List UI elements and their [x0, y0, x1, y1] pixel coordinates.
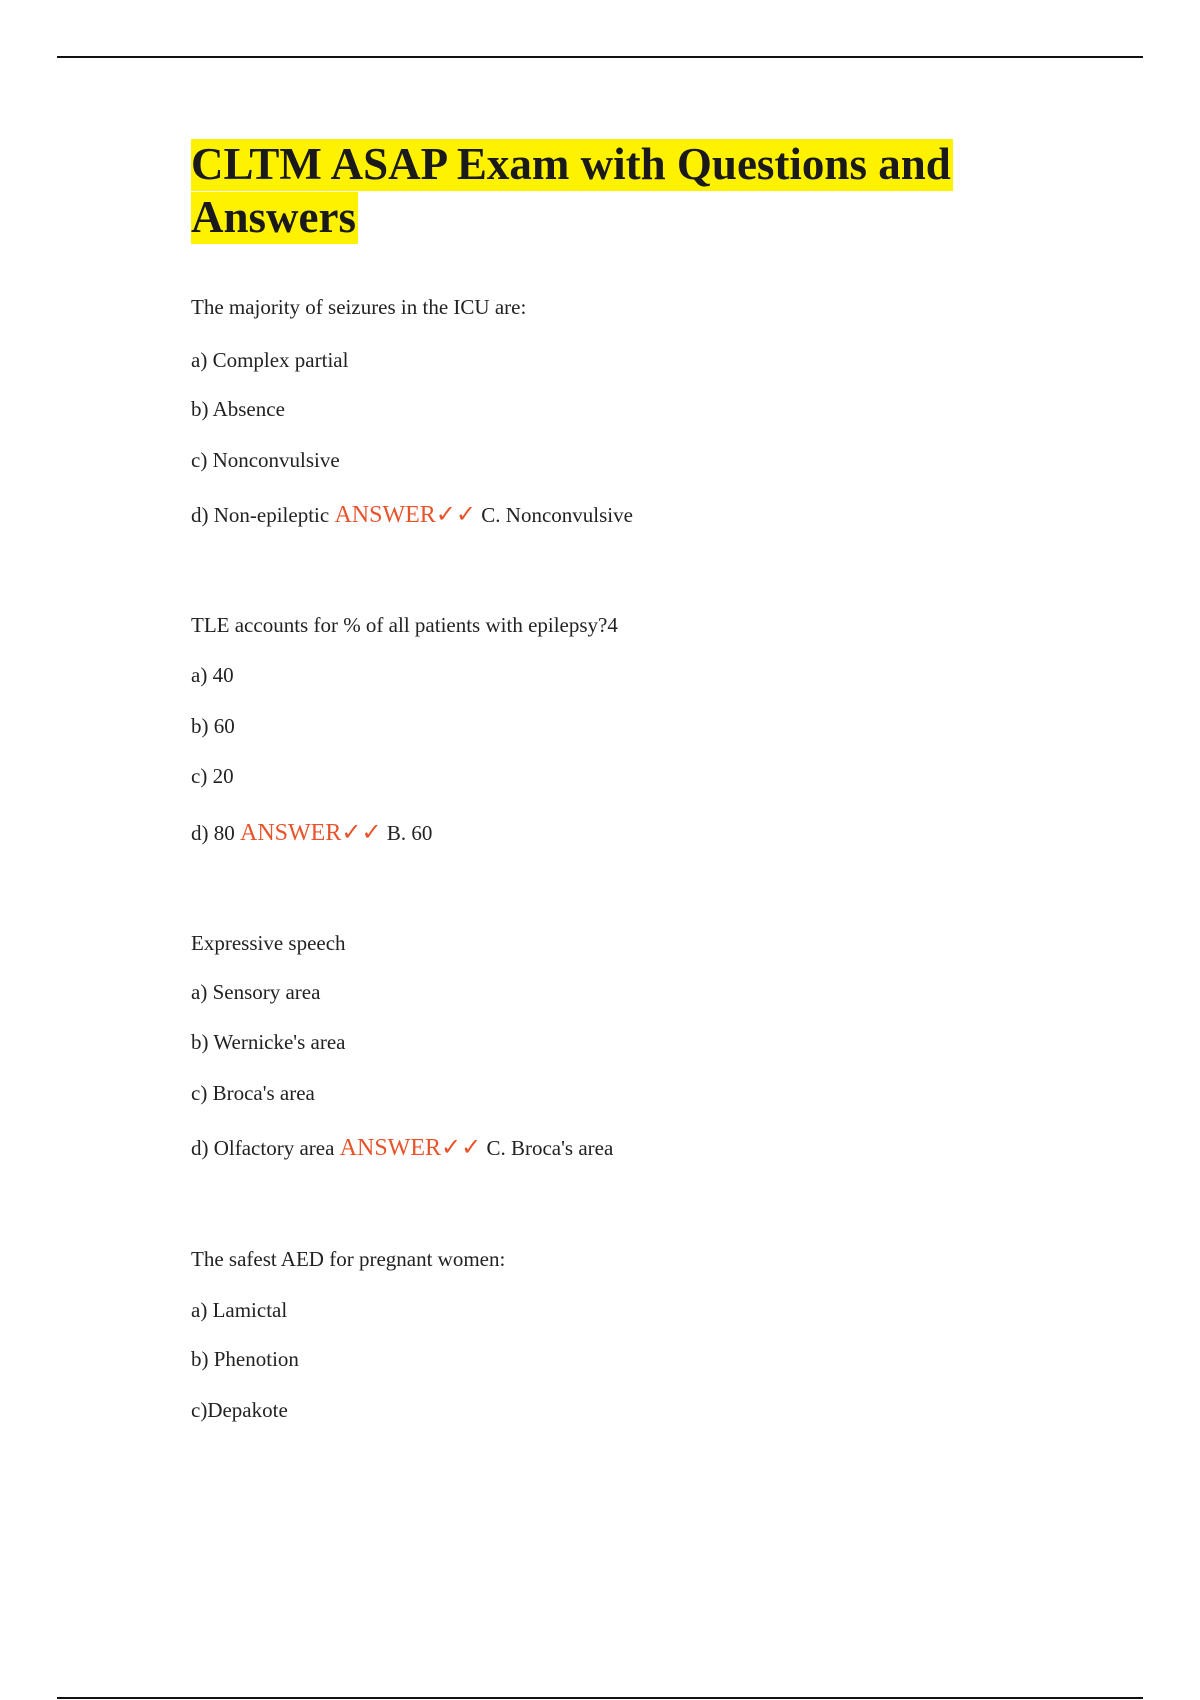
- correct-answer: C. Nonconvulsive: [481, 503, 633, 527]
- header-rule: [57, 56, 1143, 58]
- answer-marker: ANSWER✓✓: [334, 502, 477, 528]
- answer-option: c)Depakote: [191, 1398, 288, 1422]
- title-line-1: CLTM ASAP Exam with Questions and: [191, 139, 951, 189]
- answer-option: c) Broca's area: [191, 1081, 315, 1105]
- footer-rule: [57, 1697, 1143, 1699]
- question-prompt: Expressive speech: [191, 931, 346, 955]
- page-title: [191, 138, 991, 244]
- answer-line: [191, 820, 432, 846]
- answer-line: [191, 502, 633, 528]
- title-line-2: Answers: [191, 192, 356, 242]
- answer-option: b) Absence: [191, 397, 285, 421]
- answer-option: a) 40: [191, 663, 234, 687]
- answer-marker: ANSWER✓✓: [240, 820, 382, 846]
- answer-option: c) Nonconvulsive: [191, 448, 340, 472]
- answer-option: a) Sensory area: [191, 980, 321, 1004]
- answer-option: d) Non-epileptic: [191, 503, 330, 527]
- question-prompt: The majority of seizures in the ICU are:: [191, 295, 527, 319]
- answer-option: b) Wernicke's area: [191, 1030, 346, 1054]
- answer-line: [191, 1135, 613, 1161]
- question-prompt: The safest AED for pregnant women:: [191, 1247, 506, 1271]
- answer-option: b) 60: [191, 714, 235, 738]
- answer-option: a) Lamictal: [191, 1298, 288, 1322]
- answer-option: d) Olfactory area: [191, 1136, 335, 1160]
- question-prompt: TLE accounts for % of all patients with epilepsy?4: [191, 613, 618, 637]
- answer-option: c) 20: [191, 764, 234, 788]
- answer-marker: ANSWER✓✓: [339, 1135, 482, 1161]
- correct-answer: B. 60: [386, 821, 433, 845]
- answer-option: a) Complex partial: [191, 348, 349, 372]
- answer-option: b) Phenotion: [191, 1347, 299, 1371]
- answer-option: d) 80: [191, 821, 235, 845]
- correct-answer: C. Broca's area: [486, 1136, 614, 1160]
